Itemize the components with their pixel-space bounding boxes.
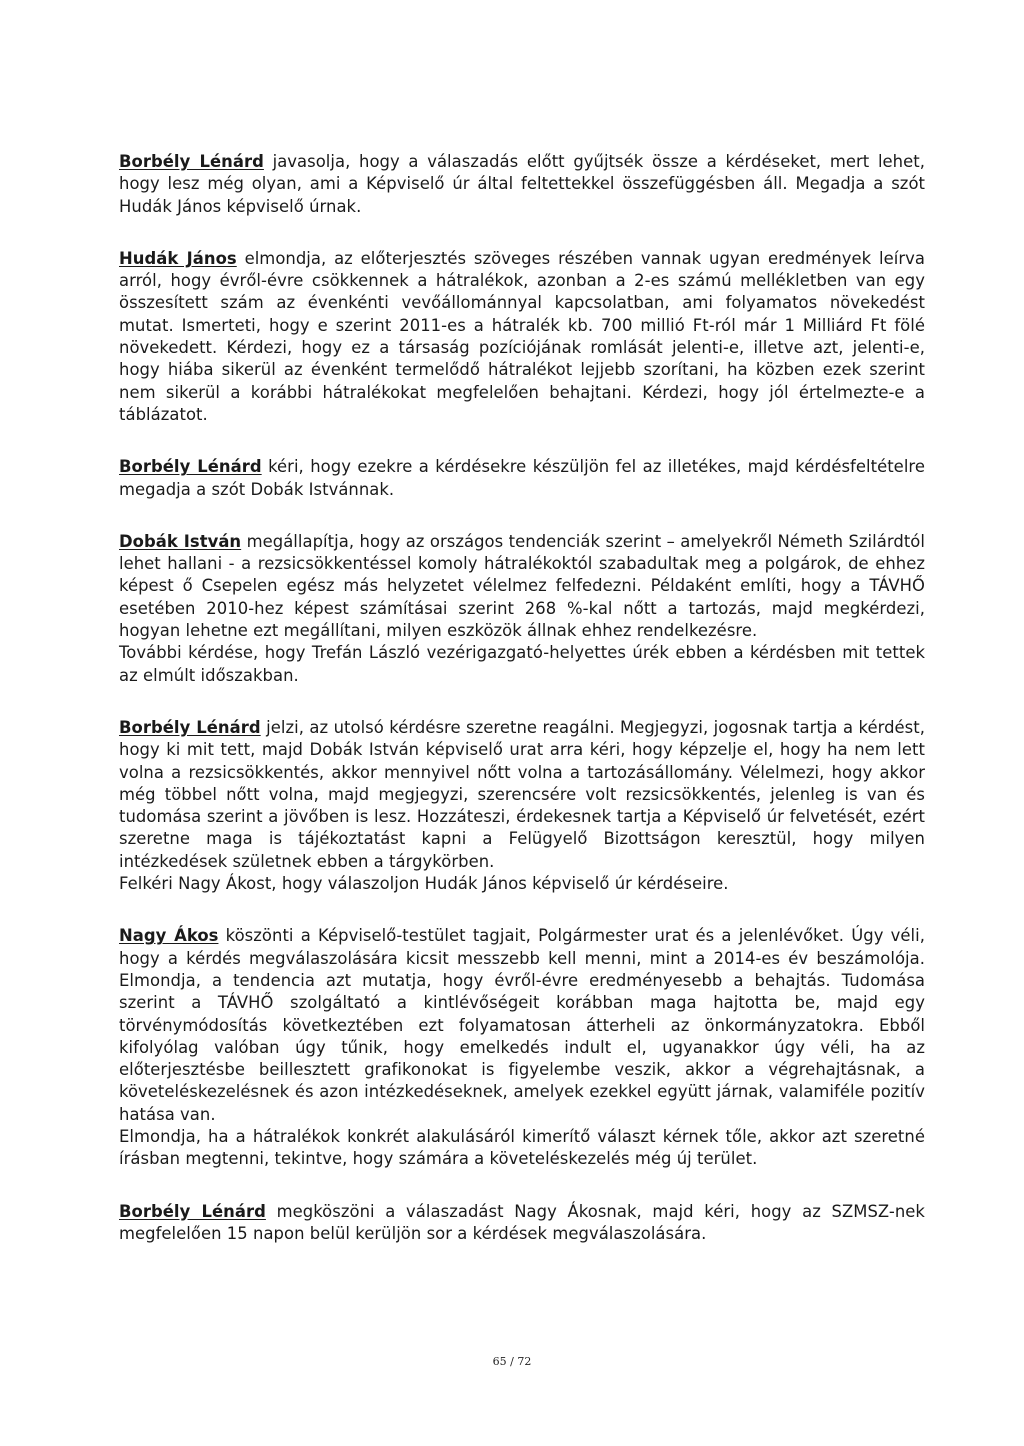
speaker-name: Borbély Lénárd bbox=[119, 717, 261, 737]
paragraph-line bbox=[119, 925, 925, 1126]
paragraph-line bbox=[119, 717, 925, 873]
speaker-name: Borbély Lénárd bbox=[119, 1201, 266, 1221]
paragraph-text: megköszöni a válaszadást Nagy Ákosnak, majd kéri, hogy az SZMSZ-nek megfelelően 15 napon belül kerüljön sor a kérdések megválaszolására. bbox=[119, 1201, 925, 1243]
paragraph-text: kéri, hogy ezekre a kérdésekre készüljön fel az illetékes, majd kérdésfeltételre megadja a szót Dobák Istvánnak. bbox=[119, 457, 925, 499]
speaker-name: Dobák István bbox=[119, 531, 242, 551]
paragraph-line bbox=[119, 151, 925, 218]
paragraph-5 bbox=[119, 717, 925, 895]
paragraph-text: elmondja, az előterjesztés szöveges részében vannak ugyan eredmények leírva arról, hogy évről-évre csökkennek a hátralékok, azonban a 2-es számú mellékletben van egy összesített szám az évenkénti vevőállománnyal kapcsolatban, ami folyamatos növekedést mutat. Ismerteti, hogy e szerint 2011-es a hátralék kb. 700 millió Ft-ról már 1 Milliárd Ft fölé növekedett. Kérdezi, hogy ez a társaság pozíciójának romlását jelenti-e, illetve azt, jelenti-e, hogy hiába sikerül az évenként termelődő hátralékot lejjebb szorítani, ha közben ezek szerint nem sikerül a korábbi hátralékokat megfelelően behajtani. Kérdezi, hogy jól értelmezte-e a táblázatot. bbox=[119, 248, 925, 424]
paragraph-text: jelzi, az utolsó kérdésre szeretne reagálni. Megjegyzi, jogosnak tartja a kérdést, hogy ki mit tett, majd Dobák István képviselő urat arra kéri, hogy képzelje el, hogy ha nem lett volna a rezsicsökkentés, akkor mennyivel nőtt volna a tartozásállomány. Vélelmezi, hogy akkor még többel nőtt volna, majd megjegyzi, szerencsére volt rezsicsökkentés, jelenleg is van és tudomása szerint a jövőben is lesz. Hozzáteszi, érdekesnek tartja a Képviselő úr felvetését, ezért szeretne maga is tájékoztatást kapni a Felügyelő Bizottságon keresztül, hogy milyen intézkedések születnek ebben a tárgykörben. bbox=[119, 717, 925, 871]
paragraph-4 bbox=[119, 531, 925, 687]
paragraph-line bbox=[119, 1201, 925, 1246]
speaker-name: Borbély Lénárd bbox=[119, 457, 262, 477]
paragraph-continuation: Elmondja, ha a hátralékok konkrét alakulásáról kimerítő választ kérnek tőle, akkor azt szeretné írásban megtenni, tekintve, hogy számára a követeléskezelés még új terület. bbox=[119, 1126, 925, 1169]
speaker-name: Nagy Ákos bbox=[119, 926, 219, 946]
paragraph-line bbox=[119, 456, 925, 501]
speaker-name: Borbély Lénárd bbox=[119, 152, 264, 171]
paragraph-6 bbox=[119, 925, 925, 1170]
document-body bbox=[119, 151, 925, 1275]
paragraph-7 bbox=[119, 1201, 925, 1246]
paragraph-3 bbox=[119, 456, 925, 501]
paragraph-continuation: További kérdése, hogy Trefán László vezérigazgató-helyettes úrék ebben a kérdésben mit tettek az elmúlt időszakban. bbox=[119, 643, 925, 685]
paragraph-text: javasolja, hogy a válaszadás előtt gyűjtsék össze a kérdéseket, mert lehet, hogy lesz még olyan, ami a Képviselő úr által feltettekkel összefüggésben áll. Megadja a szót Hudák János képviselő úrnak. bbox=[119, 152, 925, 216]
paragraph-continuation: Felkéri Nagy Ákost, hogy válaszoljon Hudák János képviselő úr kérdéseire. bbox=[119, 874, 729, 894]
paragraph-text: megállapítja, hogy az országos tendenciák szerint – amelyekről Németh Szilárdtól lehet hallani - a rezsicsökkentéssel komoly hátralékoktól szabadultak meg a polgárok, de ehhez képest ő Csepelen egész más helyzetet vélelmez felfedezni. Példaként említi, hogy a TÁVHŐ esetében 2010-hez képest számításai szerint 268 %-kal nőtt a tartozás, majd megkérdezi, hogyan lehetne ezt megállítani, milyen eszközök állnak ehhez rendelkezésre. bbox=[119, 531, 925, 641]
paragraph-text: köszönti a Képviselő-testület tagjait, Polgármester urat és a jelenlévőket. Úgy véli, hogy a kérdés megválaszolására kicsit messzebb kell menni, mint a 2014-es év beszámolója. Elmondja, a tendencia azt mutatja, hogy évről-évre eredményesebb a behajtás. Tudomása szerint a TÁVHŐ szolgáltató a kintlévőségeit korábban maga hajtotta be, majd egy törvénymódosítás következtében ezt folyamatosan átterheli az önkormányzatokra. Ebből kifolyólag valóban úgy tűnik, hogy emelkedés indult el, ugyanakkor úgy véli, ha az előterjesztésbe beillesztett grafikonokat is figyelembe veszik, akkor a végrehajtásnak, a követeléskezelésnek és azon intézkedéseknek, amelyek ezekkel együtt járnak, valamiféle pozitív hatása van. bbox=[119, 926, 925, 1124]
paragraph-1 bbox=[119, 151, 925, 218]
paragraph-line bbox=[119, 248, 925, 426]
page-number: 65 / 72 bbox=[492, 1355, 532, 1368]
paragraph-2 bbox=[119, 248, 925, 426]
speaker-name: Hudák János bbox=[119, 248, 237, 268]
paragraph-line bbox=[119, 531, 925, 642]
